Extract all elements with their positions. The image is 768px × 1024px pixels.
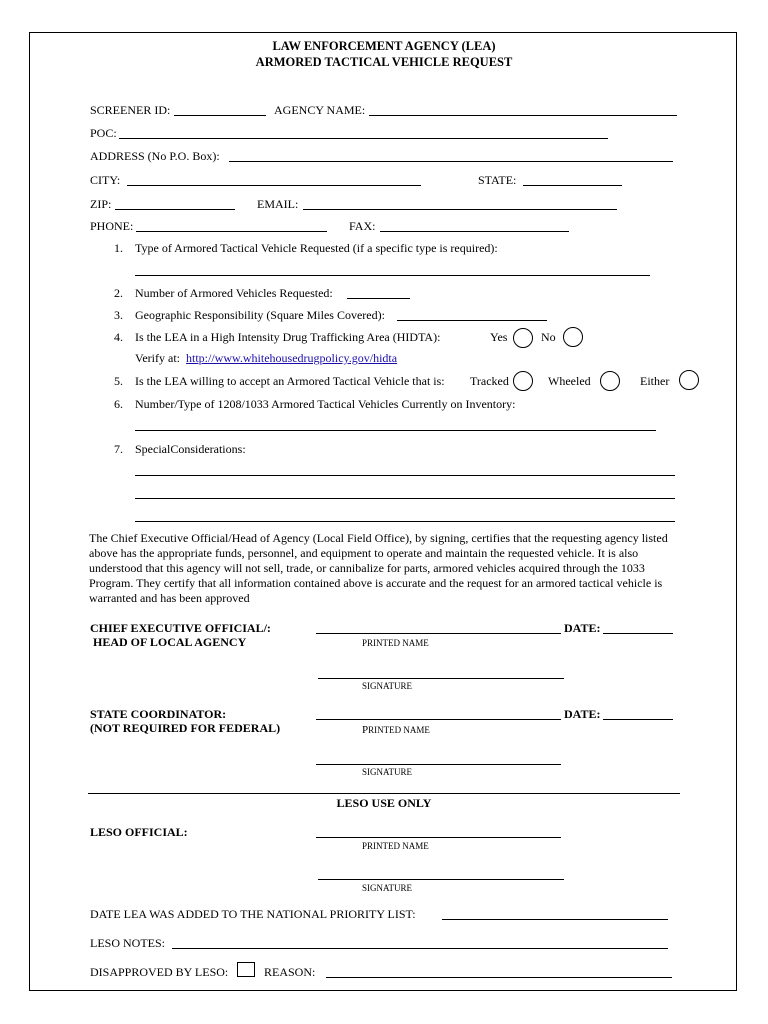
- leso-section-divider: [88, 793, 680, 794]
- zip-label: ZIP:: [90, 197, 112, 211]
- question-4-text: Is the LEA in a High Intensity Drug Trafficking Area (HIDTA):: [135, 330, 441, 344]
- question-3-text: Geographic Responsibility (Square Miles Covered):: [135, 308, 385, 322]
- leso-signature-caption: SIGNATURE: [362, 883, 413, 893]
- agency-name-field[interactable]: [369, 115, 677, 116]
- screener-id-label: SCREENER ID:: [90, 103, 171, 117]
- state-printed-name-caption: [362, 723, 430, 736]
- reason-field[interactable]: [326, 977, 672, 978]
- state-signature-field[interactable]: [316, 764, 561, 765]
- ceo-signature-field[interactable]: [318, 678, 564, 679]
- question-1-number: 1.: [114, 241, 123, 255]
- state-date-field[interactable]: [603, 719, 673, 720]
- question-1-answer-line[interactable]: [135, 275, 650, 276]
- hidta-yes-label: Yes: [490, 330, 508, 344]
- leso-official-label: LESO OFFICIAL:: [90, 825, 188, 839]
- question-2-text: Number of Armored Vehicles Requested:: [135, 286, 333, 300]
- question-2-number: 2.: [114, 286, 123, 300]
- question-1-text: Type of Armored Tactical Vehicle Requested (if a specific type is required):: [135, 241, 498, 255]
- state-printed-name-field[interactable]: [316, 719, 561, 720]
- disapproved-checkbox[interactable]: [237, 962, 255, 977]
- hidta-no-radio[interactable]: [563, 327, 583, 347]
- state-printed-name-caption-initial: P: [362, 724, 369, 736]
- priority-list-date-field[interactable]: [442, 919, 668, 920]
- hidta-no-label: No: [541, 330, 556, 344]
- tracked-radio[interactable]: [513, 371, 533, 391]
- state-printed-name-caption-rest: RINTED NAME: [368, 725, 430, 735]
- ceo-label-line2: HEAD OF LOCAL AGENCY: [93, 635, 247, 649]
- poc-field[interactable]: [119, 138, 608, 139]
- city-label: CITY:: [90, 173, 121, 187]
- hidta-verify-link[interactable]: http://www.whitehousedrugpolicy.gov/hidta: [186, 351, 398, 365]
- question-2-answer-line[interactable]: [347, 298, 410, 299]
- certification-paragraph: The Chief Executive Official/Head of Agency (Local Field Office), by signing, certifies that the requesting agency listed above has the appropriate funds, personnel, and equipment to operate and maintain the requested vehicle. It is also understood that this agency will not sell, trade, or cannibalize for parts, armored vehicles acquired through the 1033 Program. They certify that all information contained above is accurate and the request for an armored tactical vehicle is warranted and has been approved: [89, 531, 668, 605]
- leso-printed-name-field[interactable]: [316, 837, 561, 838]
- question-3-number: 3.: [114, 308, 123, 322]
- question-7-answer-line-1[interactable]: [135, 475, 675, 476]
- city-field[interactable]: [127, 185, 421, 186]
- question-4-number: 4.: [114, 330, 123, 344]
- screener-id-field[interactable]: [174, 115, 266, 116]
- question-6-number: 6.: [114, 397, 123, 411]
- ceo-date-label: DATE:: [564, 621, 601, 635]
- leso-printed-name-caption: PRINTED NAME: [362, 841, 429, 851]
- leso-signature-field[interactable]: [318, 879, 564, 880]
- state-label: STATE:: [478, 173, 517, 187]
- state-coordinator-label-line1: STATE COORDINATOR:: [90, 707, 227, 721]
- question-7-answer-line-2[interactable]: [135, 498, 675, 499]
- wheeled-label: Wheeled: [548, 374, 591, 388]
- state-date-label: DATE:: [564, 707, 601, 721]
- either-radio[interactable]: [679, 370, 699, 390]
- ceo-date-field[interactable]: [603, 633, 673, 634]
- question-7-number: 7.: [114, 442, 123, 456]
- state-signature-caption: SIGNATURE: [362, 767, 413, 777]
- wheeled-radio[interactable]: [600, 371, 620, 391]
- hidta-yes-radio[interactable]: [513, 328, 533, 348]
- email-label: EMAIL:: [257, 197, 299, 211]
- fax-label: FAX:: [349, 219, 376, 233]
- state-field[interactable]: [523, 185, 622, 186]
- question-6-text: Number/Type of 1208/1033 Armored Tactical Vehicles Currently on Inventory:: [135, 397, 516, 411]
- email-field[interactable]: [303, 209, 617, 210]
- zip-field[interactable]: [115, 209, 235, 210]
- question-7-answer-line-3[interactable]: [135, 521, 675, 522]
- form-title-line1: LAW ENFORCEMENT AGENCY (LEA): [272, 39, 496, 53]
- state-coordinator-label-line2: (NOT REQUIRED FOR FEDERAL): [90, 721, 281, 735]
- address-field[interactable]: [229, 161, 673, 162]
- phone-field[interactable]: [136, 231, 327, 232]
- verify-label: Verify at:: [135, 351, 180, 365]
- question-6-answer-line[interactable]: [135, 430, 656, 431]
- agency-name-label: AGENCY NAME:: [274, 103, 366, 117]
- leso-notes-label: LESO NOTES:: [90, 936, 165, 950]
- disapproved-label: DISAPPROVED BY LESO:: [90, 965, 229, 979]
- question-3-answer-line[interactable]: [397, 320, 547, 321]
- either-label: Either: [640, 374, 670, 388]
- fax-field[interactable]: [380, 231, 569, 232]
- phone-label: PHONE:: [90, 219, 134, 233]
- ceo-printed-name-caption: PRINTED NAME: [362, 638, 429, 648]
- question-5-text: Is the LEA willing to accept an Armored Tactical Vehicle that is:: [135, 374, 445, 388]
- leso-notes-field[interactable]: [172, 948, 668, 949]
- leso-section-title: LESO USE ONLY: [336, 796, 432, 810]
- question-7-text: SpecialConsiderations:: [135, 442, 246, 456]
- ceo-label-line1: CHIEF EXECUTIVE OFFICIAL/:: [90, 621, 271, 635]
- reason-label: REASON:: [264, 965, 316, 979]
- ceo-signature-caption: SIGNATURE: [362, 681, 413, 691]
- question-5-number: 5.: [114, 374, 123, 388]
- poc-label: POC:: [90, 126, 117, 140]
- address-label: ADDRESS (No P.O. Box):: [90, 149, 220, 163]
- tracked-label: Tracked: [470, 374, 509, 388]
- form-title-line2: ARMORED TACTICAL VEHICLE REQUEST: [255, 55, 513, 69]
- priority-list-label: DATE LEA WAS ADDED TO THE NATIONAL PRIORITY LIST:: [90, 907, 416, 921]
- ceo-printed-name-field[interactable]: [316, 633, 561, 634]
